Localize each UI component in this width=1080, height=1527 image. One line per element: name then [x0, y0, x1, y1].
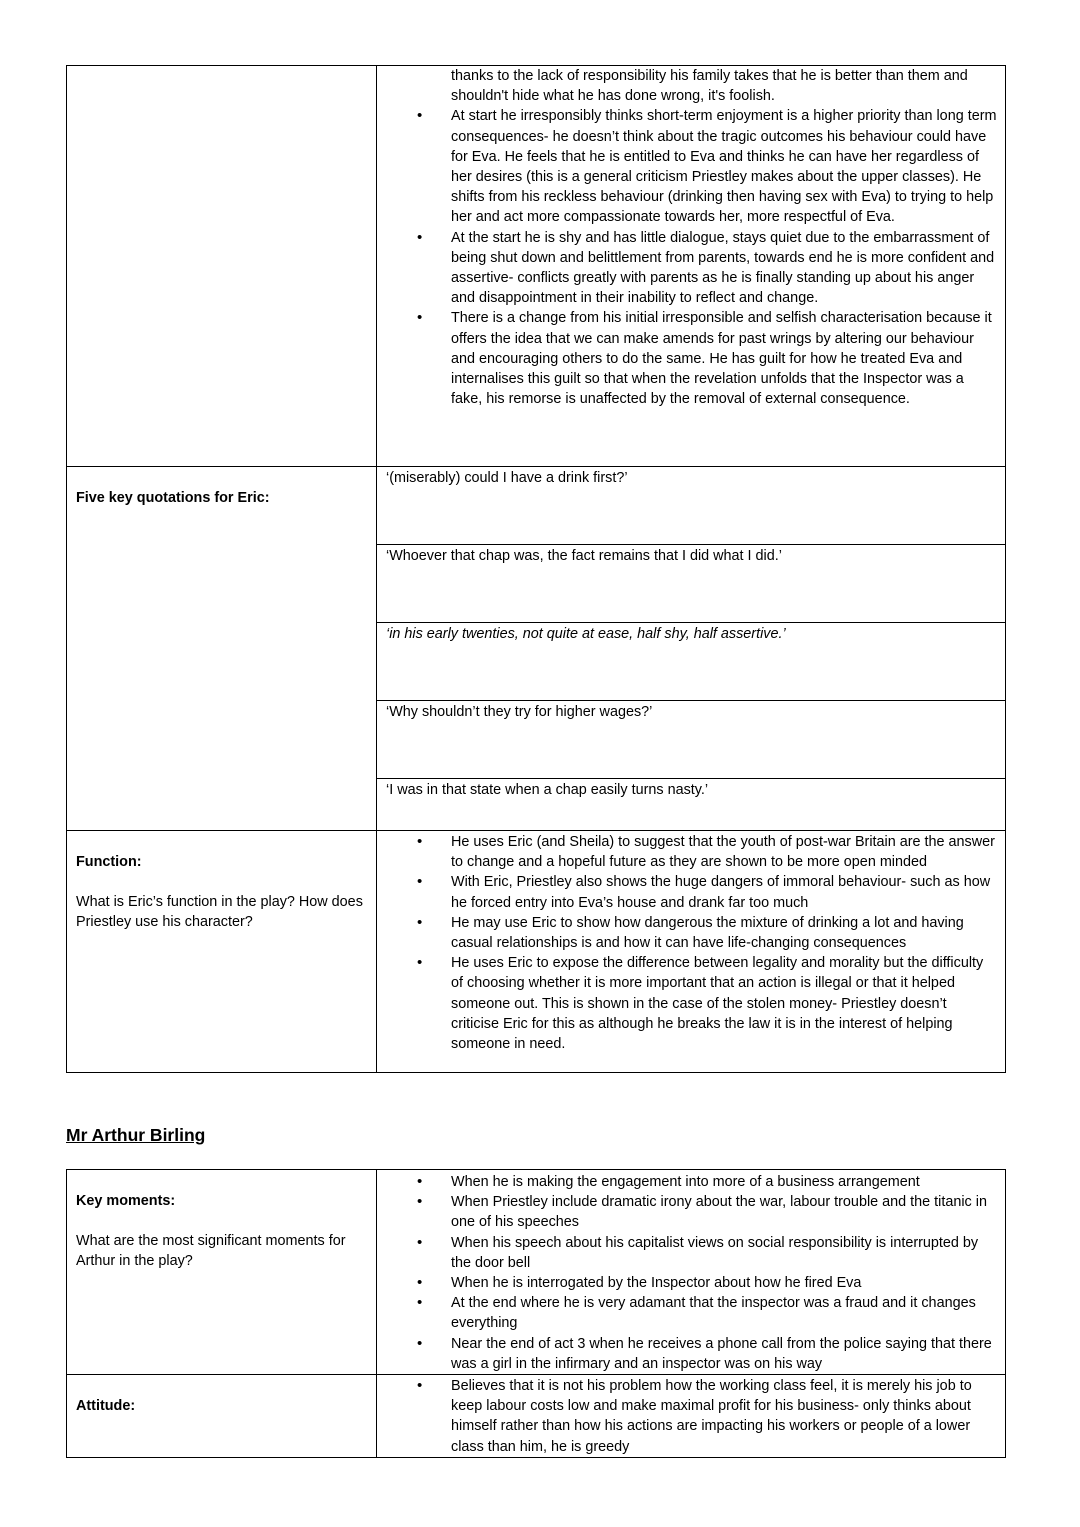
attitude-label-cell [67, 1375, 377, 1458]
attitude-bullet-list [377, 1375, 1005, 1457]
quotation-cell [377, 467, 1006, 545]
development-carryover-text: thanks to the lack of responsibility his family takes that he is better than them and shouldn't hide what he has done wrong, it's foolish. [451, 68, 968, 105]
list-item: • At start he irresponsibly thinks short-term enjoyment is a higher priority than long term consequences- he doesn’t think about the tragic outcomes his behaviour could have for Eva. He feels that he is entitled to Eva and thinks he can have her regardless of her desires (this is a general criticism Priestley makes about the upper classes). He shifts from his reckless behaviour (drinking then having sex with Eva) to trying to help her and act more compassionate towards her, more respectful of Eva. [377, 106, 1005, 227]
development-label-cell [67, 66, 377, 467]
quotation-cell [377, 623, 1006, 701]
quotation-cell [377, 701, 1006, 779]
quotation-row [67, 467, 1006, 545]
list-item: • There is a change from his initial irresponsible and selfish characterisation because it offers the idea that we can make amends for past wrings by altering our behaviour and encouraging others to do the same. He has guilt for how he treated Eva and internalises this guilt so that when the revelation unfolds that the Inspector was a fake, his remorse is unaffected by the removal of external consequence. [377, 308, 1005, 409]
list-item: • When Priestley include dramatic irony about the war, labour trouble and the titanic in one of his speeches [377, 1192, 1005, 1232]
function-label: Function: [76, 854, 142, 870]
list-item: • With Eric, Priestley also shows the huge dangers of immoral behaviour- such as how he forced entry into Eva’s house and drank far too much [377, 872, 1005, 912]
quotations-label-cell [67, 467, 377, 831]
list-item: • At the end where he is very adamant that the inspector was a fraud and it changes everything [377, 1293, 1005, 1333]
quotation-cell [377, 545, 1006, 623]
attitude-content-cell [377, 1375, 1006, 1458]
development-content-cell [377, 66, 1006, 467]
list-item: • When he is making the engagement into more of a business arrangement [377, 1172, 1005, 1192]
list-item: • He uses Eric to expose the difference between legality and morality but the difficulty of choosing whether it is more important that an action is illegal or that it helped someone out. This is shown in the case of the stolen money- Priestley doesn’t criticise Eric for this as although he breaks the law it is in the interest of helping someone in need. [377, 953, 1005, 1054]
attitude-label: Attitude: [76, 1398, 136, 1415]
quotation-text: ‘Why shouldn’t they try for higher wages?’ [386, 704, 653, 720]
key-moments-label: Key moments: [76, 1193, 176, 1209]
key-moments-label-cell [67, 1170, 377, 1375]
list-item: • Near the end of act 3 when he receives a phone call from the police saying that there was a girl in the infirmary and an inspector was on his way [377, 1334, 1005, 1374]
key-moments-row [67, 1170, 1006, 1375]
arthur-table [66, 1169, 1006, 1458]
list-item: • At the start he is shy and has little dialogue, stays quiet due to the embarrassment of being shut down and belittlement from parents, towards end he is more confident and assertive- conflicts greatly with parents as he is finally standing up about his anger and disappointment in their inability to reflect and change. [377, 228, 1005, 309]
eric-table [66, 65, 1006, 1073]
arthur-heading: Mr Arthur Birling [66, 1125, 206, 1145]
function-question: What is Eric’s function in the play? How does Priestley use his character? [76, 894, 363, 931]
list-item: • He may use Eric to show how dangerous the mixture of drinking a lot and having casual relationships is and how it can have life-changing consequences [377, 913, 1005, 953]
quotation-text: ‘I was in that state when a chap easily turns nasty.’ [386, 782, 709, 798]
list-item: • When his speech about his capitalist views on social responsibility is interrupted by the door bell [377, 1233, 1005, 1273]
key-moments-content-cell [377, 1170, 1006, 1375]
development-bullet-list [377, 106, 1005, 409]
function-row [67, 831, 1006, 1073]
quotation-text: ‘in his early twenties, not quite at ease, half shy, half assertive.’ [386, 626, 786, 642]
list-item: • He uses Eric (and Sheila) to suggest that the youth of post-war Britain are the answer to change and a hopeful future as they are shown to be more open minded [377, 832, 1005, 872]
quotations-label: Five key quotations for Eric: [76, 490, 270, 506]
function-content-cell [377, 831, 1006, 1073]
development-row [67, 66, 1006, 467]
quotation-text: ‘(miserably) could I have a drink first?’ [386, 470, 628, 486]
key-moments-question: What are the most significant moments for Arthur in the play? [76, 1233, 346, 1270]
quotation-text: ‘Whoever that chap was, the fact remains that I did what I did.’ [386, 548, 782, 564]
attitude-row [67, 1375, 1006, 1458]
key-moments-bullet-list [377, 1170, 1005, 1374]
function-label-cell [67, 831, 377, 1073]
list-item: • Believes that it is not his problem how the working class feel, it is merely his job to keep labour costs low and make maximal profit for his business- only thinks about himself rather than how his actions are impacting his workers or people of a lower class than him, he is greedy [377, 1376, 1005, 1457]
list-item: • When he is interrogated by the Inspector about how he fired Eva [377, 1273, 1005, 1293]
function-bullet-list [377, 831, 1005, 1054]
quotation-cell [377, 779, 1006, 831]
